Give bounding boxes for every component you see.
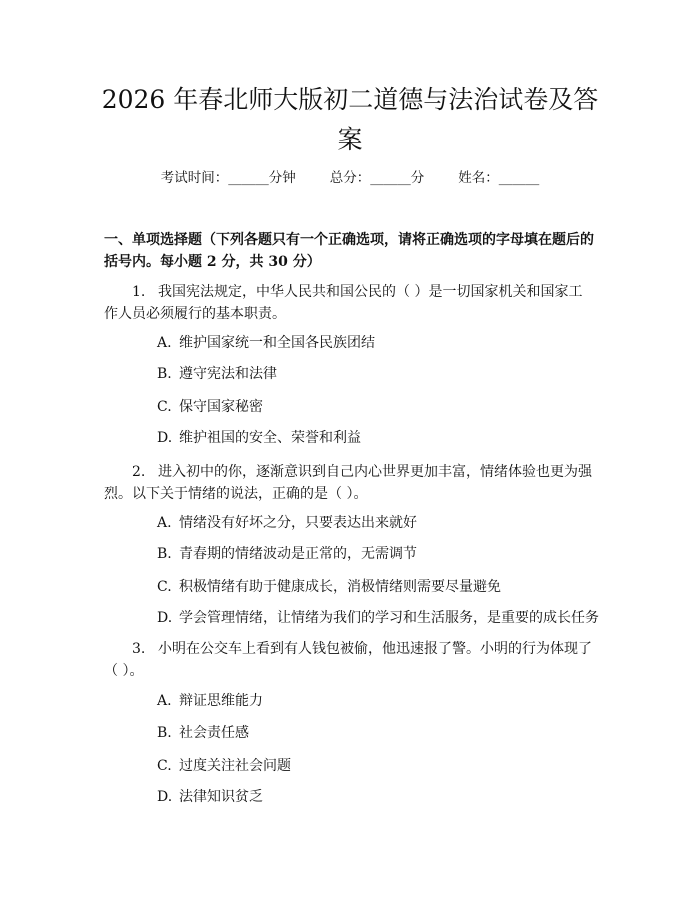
question-1 [104,281,596,325]
option-letter: A. [157,335,172,351]
option-text: 保守国家秘密 [179,399,263,415]
question-1-option-d [157,428,597,448]
question-text: 小明在公交车上看到有人钱包被偷，他迅速报了警。小明的行为体现了（ ）。 [104,641,592,679]
student-name-field: 姓名：______ [458,170,540,186]
option-letter: C. [157,399,172,415]
question-number: 3. [132,641,146,657]
option-text: 遵守宪法和法律 [179,366,277,382]
question-3-option-a [157,691,597,711]
option-letter: B. [157,725,172,741]
option-letter: B. [157,546,172,562]
option-letter: A. [157,693,172,709]
option-letter: D. [157,789,173,805]
question-2-option-b [157,544,597,564]
option-letter: B. [157,366,172,382]
exam-title: 2026 年春北师大版初二道德与法治试卷及答案 [101,85,599,154]
question-text: 我国宪法规定，中华人民共和国公民的（ ）是一切国家机关和国家工作人员必须履行的基本职责。 [104,284,583,322]
option-text: 过度关注社会问题 [179,758,291,774]
question-number: 1. [132,284,146,300]
question-text: 进入初中的你，逐渐意识到自己内心世界更加丰富，情绪体验也更为强烈。以下关于情绪的说法，正确的是（ ）。 [104,464,592,502]
option-text: 青春期的情绪波动是正常的，无需调节 [179,546,417,562]
question-2-option-a [157,513,597,533]
section-heading-single-choice: 一、单项选择题（下列各题只有一个正确选项，请将正确选项的字母填在题后的括号内。每小题 2 分，共 30 分） [104,232,594,270]
exam-time-field: 考试时间：______分钟 [160,170,296,186]
option-text: 辩证思维能力 [179,693,263,709]
option-letter: D. [157,610,173,626]
question-2 [104,461,596,505]
option-text: 积极情绪有助于健康成长，消极情绪则需要尽量避免 [179,579,501,595]
option-text: 法律知识贫乏 [179,789,263,805]
option-letter: C. [157,758,172,774]
option-text: 维护祖国的安全、荣誉和利益 [179,430,361,446]
question-2-option-d [157,608,597,628]
total-score-field: 总分：______分 [329,170,425,186]
option-text: 情绪没有好坏之分，只要表达出来就好 [179,515,417,531]
exam-info-line [0,168,700,188]
option-text: 维护国家统一和全国各民族团结 [179,335,375,351]
question-3-option-d [157,787,597,807]
question-1-option-a [157,333,597,353]
question-3 [104,638,596,682]
option-letter: D. [157,430,173,446]
option-letter: A. [157,515,172,531]
question-1-option-b [157,364,597,384]
question-3-option-b [157,723,597,743]
question-2-option-c [157,577,597,597]
question-number: 2. [132,464,146,480]
option-letter: C. [157,579,172,595]
option-text: 社会责任感 [179,725,249,741]
option-text: 学会管理情绪，让情绪为我们的学习和生活服务，是重要的成长任务 [179,610,599,626]
question-1-option-c [157,397,597,417]
question-3-option-c [157,756,597,776]
